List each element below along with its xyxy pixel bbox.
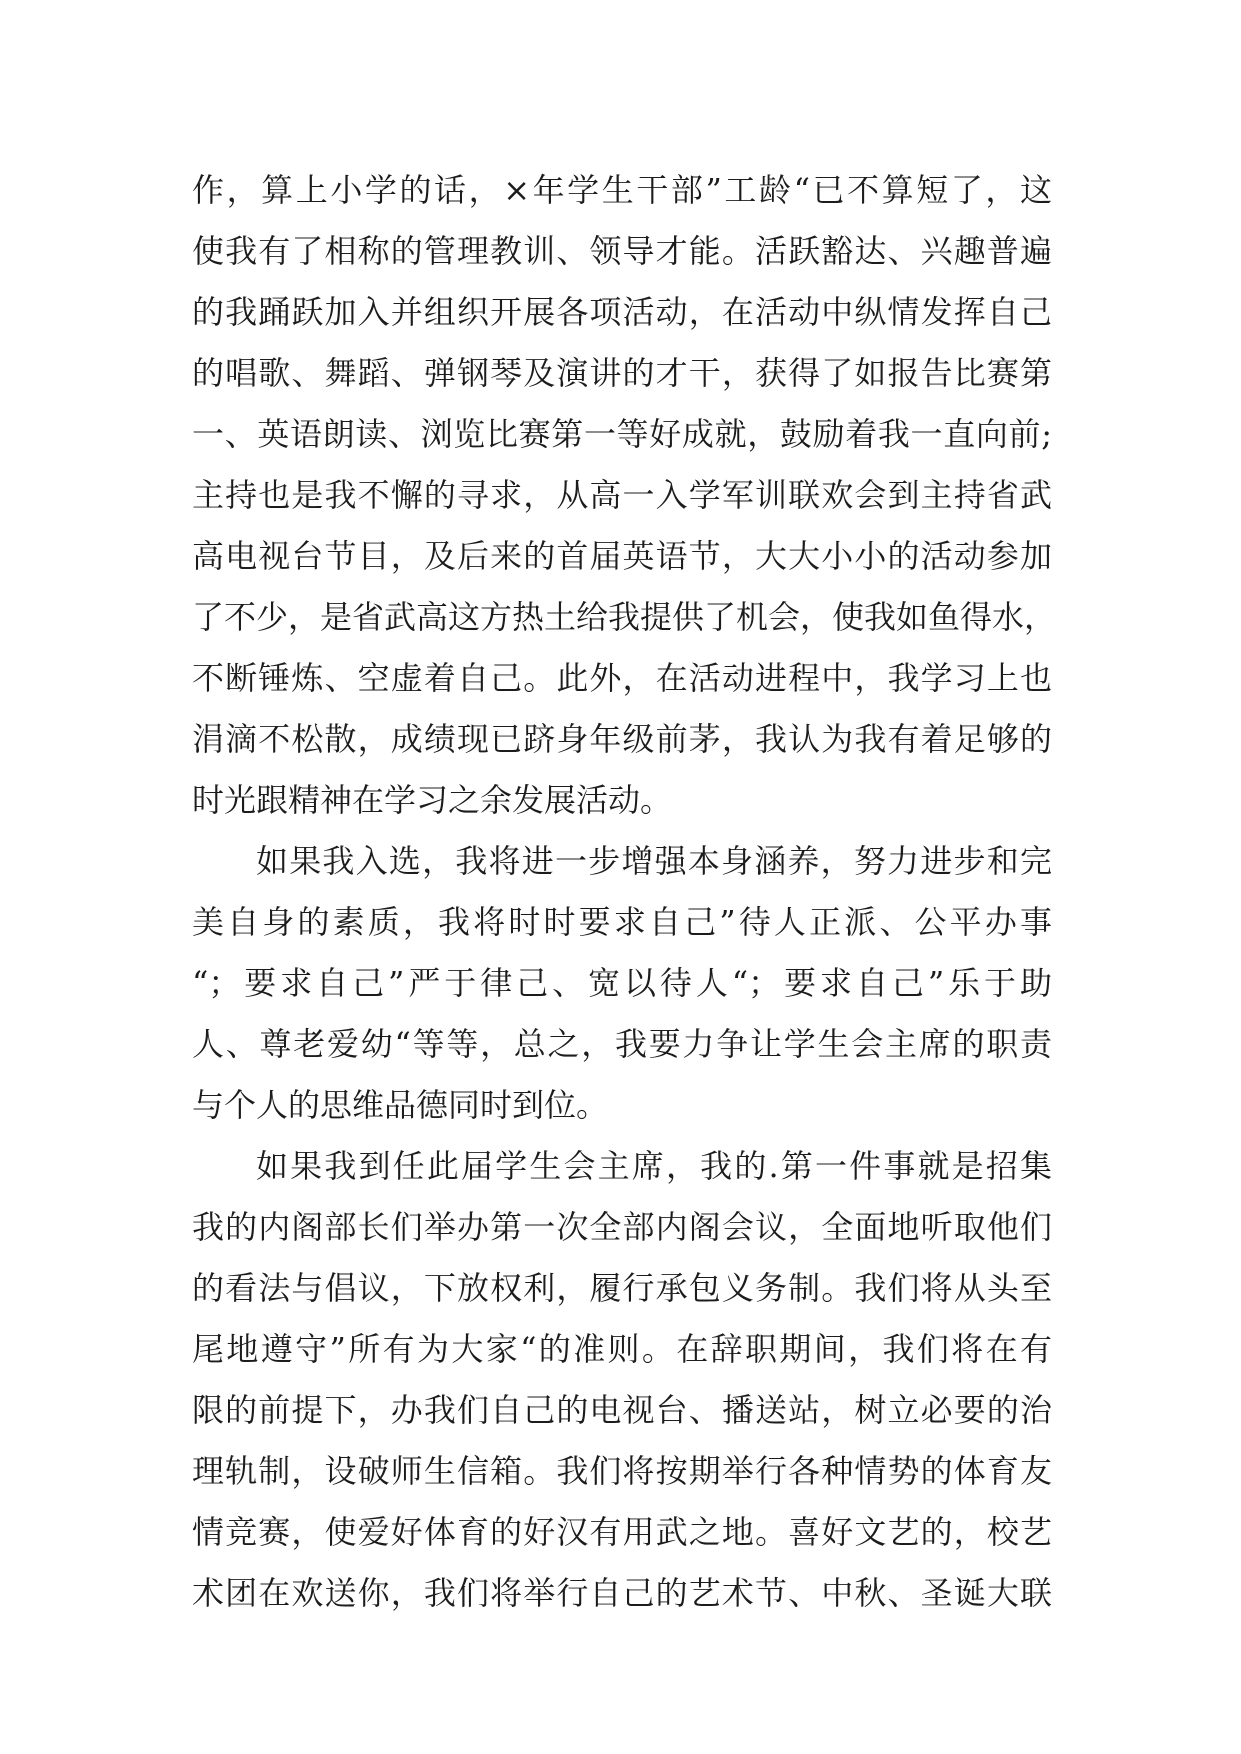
text-line: 时光跟精神在学习之余发展活动。 bbox=[192, 781, 673, 819]
paragraph-3 bbox=[192, 1136, 1052, 1624]
body-text bbox=[192, 160, 1057, 1624]
text-line: 情竞赛，使爱好体育的好汉有用武之地。喜好文艺的，校艺 bbox=[192, 1513, 1052, 1551]
text-line: 如果我入选，我将进一步增强本身涵养，努力进步和完 bbox=[256, 842, 1052, 880]
text-line: 作，算上小学的话，×年学生干部”工龄“已不算短了，这 bbox=[192, 171, 1052, 209]
text-line: 了不少，是省武高这方热土给我提供了机会，使我如鱼得水， bbox=[192, 598, 1057, 636]
text-line: 与个人的思维品德同时到位。 bbox=[192, 1086, 609, 1124]
text-line: 术团在欢送你，我们将举行自己的艺术节、中秋、圣诞大联 bbox=[192, 1574, 1052, 1612]
text-line: 美自身的素质，我将时时要求自己”待人正派、公平办事 bbox=[192, 903, 1052, 941]
text-line: 高电视台节目，及后来的首届英语节，大大小小的活动参加 bbox=[192, 537, 1052, 575]
text-line: 的唱歌、舞蹈、弹钢琴及演讲的才干，获得了如报告比赛第 bbox=[192, 354, 1052, 392]
paragraph-1 bbox=[192, 160, 1057, 831]
text-line: 使我有了相称的管理教训、领导才能。活跃豁达、兴趣普遍 bbox=[192, 232, 1052, 270]
text-line: 一、英语朗读、浏览比赛第一等好成就，鼓励着我一直向前; bbox=[192, 415, 1052, 453]
text-line: 的我踊跃加入并组织开展各项活动，在活动中纵情发挥自己 bbox=[192, 293, 1052, 331]
text-line: 如果我到任此届学生会主席，我的.第一件事就是招集 bbox=[256, 1147, 1052, 1185]
text-line: 主持也是我不懈的寻求，从高一入学军训联欢会到主持省武 bbox=[192, 476, 1052, 514]
text-line: 我的内阁部长们举办第一次全部内阁会议，全面地听取他们 bbox=[192, 1208, 1052, 1246]
text-line: 不断锤炼、空虚着自己。此外，在活动进程中，我学习上也 bbox=[192, 659, 1052, 697]
text-line: “；要求自己”严于律己、宽以待人“；要求自己”乐于助 bbox=[192, 964, 1052, 1002]
text-line: 理轨制，设破师生信箱。我们将按期举行各种情势的体育友 bbox=[192, 1452, 1052, 1490]
text-line: 涓滴不松散，成绩现已跻身年级前茅，我认为我有着足够的 bbox=[192, 720, 1052, 758]
text-line: 的看法与倡议，下放权利，履行承包义务制。我们将从头至 bbox=[192, 1269, 1052, 1307]
text-line: 人、尊老爱幼“等等，总之，我要力争让学生会主席的职责 bbox=[192, 1025, 1052, 1063]
text-line: 限的前提下，办我们自己的电视台、播送站，树立必要的治 bbox=[192, 1391, 1052, 1429]
paragraph-2 bbox=[192, 831, 1052, 1136]
text-line: 尾地遵守”所有为大家“的准则。在辞职期间，我们将在有 bbox=[192, 1330, 1052, 1368]
